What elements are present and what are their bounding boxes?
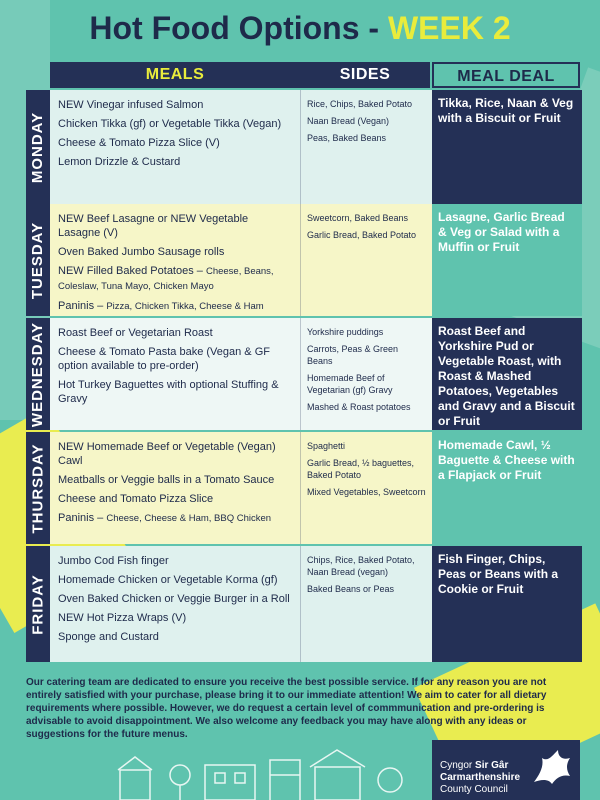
logo-line-3: County Council [440, 784, 508, 795]
meal-item: NEW Filled Baked Potatoes – Cheese, Beans, Coleslaw, Tuna Mayo, Chicken Mayo [58, 265, 274, 292]
meals-cell [50, 318, 300, 430]
town-illustration [110, 745, 420, 800]
header-meals: MEALS [50, 62, 300, 88]
sides-cell [300, 90, 432, 204]
header-meal-deal: MEAL DEAL [432, 62, 580, 88]
day-row-friday [26, 546, 582, 662]
meal-item: Sponge and Custard [58, 631, 159, 643]
sides-cell [300, 546, 432, 662]
day-row-tuesday [26, 204, 582, 316]
dragon-icon [530, 746, 574, 786]
day-row-monday [26, 90, 582, 204]
meal-item: Homemade Chicken or Vegetable Korma (gf) [58, 574, 278, 586]
meal-item: NEW Homemade Beef or Vegetable (Vegan) Cawl [58, 441, 276, 467]
council-logo [432, 740, 580, 800]
day-label: MONDAY [26, 90, 50, 204]
logo-line-2: Carmarthenshire [440, 772, 521, 783]
footer-notice: Our catering team are dedicated to ensure you receive the best possible service. If for any reason you are not entirely satisfied with your purchase, please bring it to our immediate attention! We aim to cater for all dietary requirements where possible. However, we do request a certain level of commmunication and pre-ordering is advisable to avoid disappointment. We also welcome any feedback you may have along with any ideas or suggestions for the future menus. [26, 677, 547, 740]
day-label: TUESDAY [26, 204, 50, 316]
page-title [0, 6, 600, 50]
day-label: FRIDAY [26, 546, 50, 662]
side-item: Garlic Bread, Baked Potato [307, 230, 417, 240]
side-item: Peas, Baked Beans [307, 133, 387, 143]
title-hot-food: Hot Food [89, 10, 230, 46]
day-label: WEDNESDAY [26, 318, 50, 430]
side-item: Baked Beans or Peas [307, 584, 395, 594]
meals-cell [50, 90, 300, 204]
meal-item: Oven Baked Chicken or Veggie Burger in a Roll [58, 593, 290, 605]
meal-item: Cheese and Tomato Pizza Slice [58, 493, 214, 505]
meal-item: Meatballs or Veggie balls in a Tomato Sauce [58, 474, 275, 486]
meal-item: Roast Beef or Vegetarian Roast [58, 327, 213, 339]
day-label: THURSDAY [26, 432, 50, 544]
meal-item: Hot Turkey Baguettes with optional Stuffing & Gravy [58, 379, 279, 405]
side-item: Yorkshire puddings [307, 327, 384, 337]
meal-item: Jumbo Cod Fish finger [58, 555, 169, 567]
meal-item: Oven Baked Jumbo Sausage rolls [58, 246, 225, 258]
meal-deal-cell: Lasagne, Garlic Bread & Veg or Salad with a Muffin or Fruit [432, 204, 582, 316]
meal-item: Cheese & Tomato Pasta bake (Vegan & GF option available to pre-order) [58, 346, 270, 372]
meal-item: NEW Beef Lasagne or NEW Vegetable Lasagne (V) [58, 213, 249, 239]
side-item: Sweetcorn, Baked Beans [307, 213, 409, 223]
side-item: Spaghetti [307, 441, 346, 451]
meal-item: NEW Hot Pizza Wraps (V) [58, 612, 187, 624]
meal-item: Lemon Drizzle & Custard [58, 156, 181, 168]
meals-cell [50, 432, 300, 544]
side-item: Chips, Rice, Baked Potato, Naan Bread (vegan) [307, 555, 415, 577]
meals-cell [50, 204, 300, 316]
sides-cell [300, 204, 432, 316]
title-options: Options - [238, 10, 380, 46]
side-item: Mixed Vegetables, Sweetcorn [307, 487, 426, 497]
side-item: Carrots, Peas & Green Beans [307, 344, 399, 366]
meal-deal-cell: Fish Finger, Chips, Peas or Beans with a Cookie or Fruit [432, 546, 582, 662]
side-item: Naan Bread (Vegan) [307, 116, 390, 126]
meal-item: Paninis – Cheese, Cheese & Ham, BBQ Chicken [58, 512, 272, 524]
sides-cell [300, 318, 432, 430]
side-item: Mashed & Roast potatoes [307, 402, 411, 412]
meal-deal-cell: Homemade Cawl, ½ Baguette & Cheese with a Flapjack or Fruit [432, 432, 582, 544]
meal-item: NEW Vinegar infused Salmon [58, 99, 204, 111]
meal-item: Cheese & Tomato Pizza Slice (V) [58, 137, 220, 149]
day-row-wednesday [26, 318, 582, 430]
sides-cell [300, 432, 432, 544]
side-item: Garlic Bread, ½ baguettes, Baked Potato [307, 458, 415, 480]
side-item: Rice, Chips, Baked Potato [307, 99, 413, 109]
meal-deal-cell: Roast Beef and Yorkshire Pud or Vegetable Roast, with Roast & Mashed Potatoes, Vegetables and Gravy and a Biscuit or Fruit [432, 318, 582, 430]
logo-line-1: Cyngor Sir Gâr [440, 760, 509, 771]
header-sides: SIDES [300, 62, 430, 88]
meal-item: Paninis – Pizza, Chicken Tikka, Cheese & Ham [58, 300, 264, 312]
title-week: WEEK 2 [387, 10, 511, 46]
meals-cell [50, 546, 300, 662]
meal-deal-cell: Tikka, Rice, Naan & Veg with a Biscuit or Fruit [432, 90, 582, 204]
side-item: Homemade Beef of Vegetarian (gf) Gravy [307, 373, 393, 395]
meal-item: Chicken Tikka (gf) or Vegetable Tikka (Vegan) [58, 118, 282, 130]
day-row-thursday [26, 432, 582, 544]
